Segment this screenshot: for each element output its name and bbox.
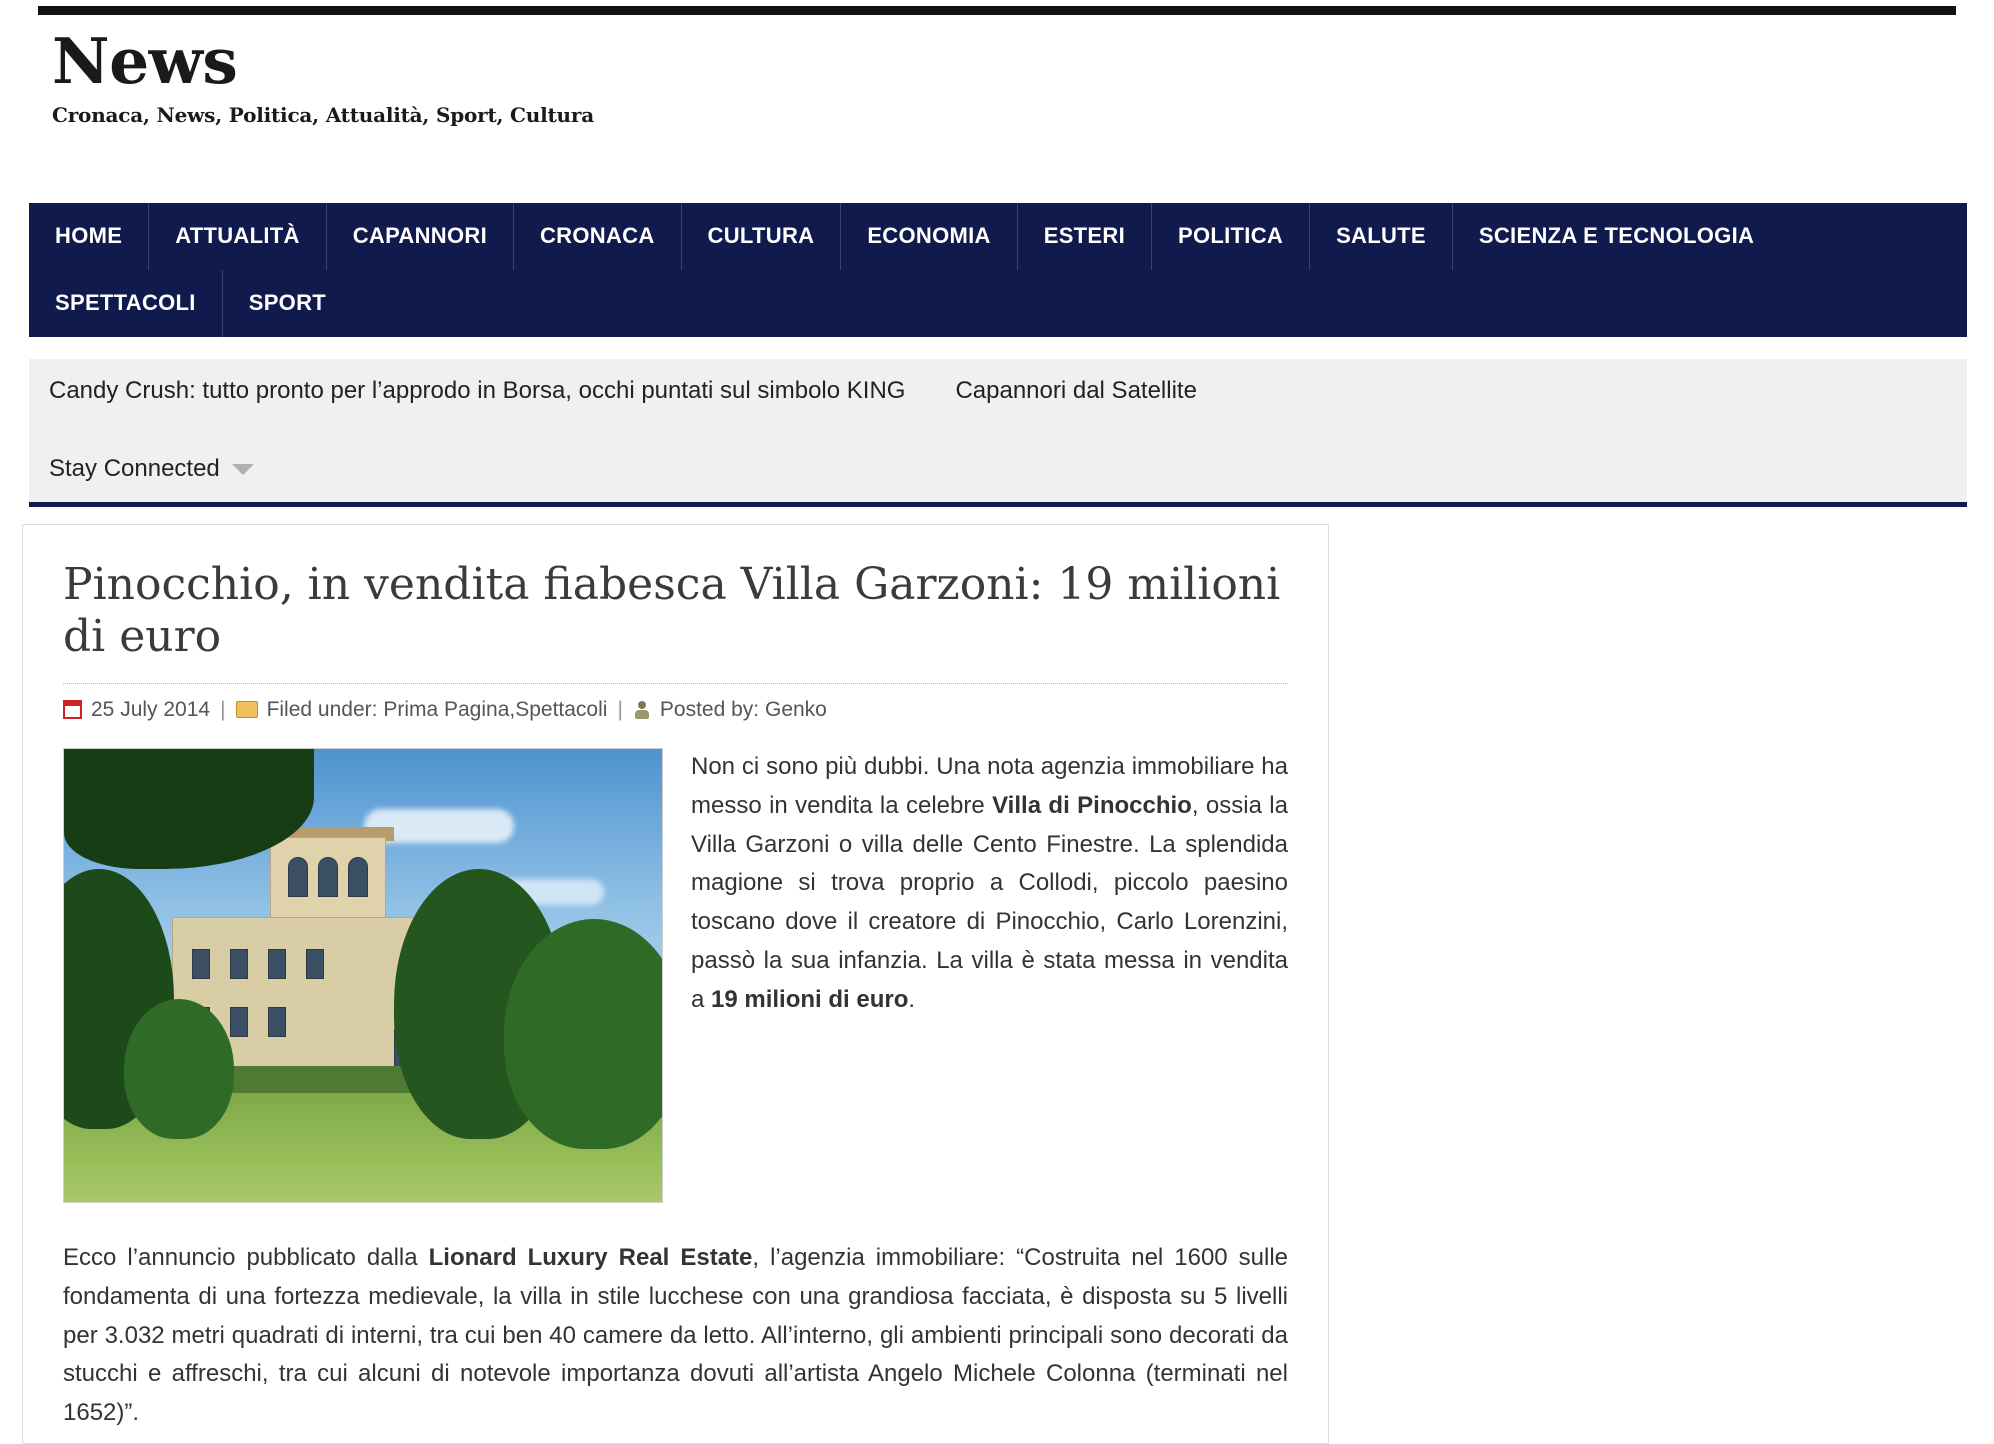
subheader-link-candy-crush[interactable]: Candy Crush: tutto pronto per l’approdo in Borsa, occhi puntati sul simbolo KING xyxy=(49,377,906,404)
photo-window xyxy=(348,857,368,897)
masthead xyxy=(52,24,1252,127)
top-rule-divider xyxy=(38,6,1956,15)
nav-item-politica[interactable]: POLITICA xyxy=(1152,203,1310,270)
article-date: 25 July 2014 xyxy=(91,697,211,721)
nav-item-sport[interactable]: SPORT xyxy=(248,289,327,315)
lead-part-3: , ossia la Villa Garzoni o villa delle Cento Finestre. La splendida magione si trova proprio a Collodi, piccolo paesino toscano dove il creatore di Pinocchio, Carlo Lorenzini, passò la sua infanzia. La villa è stata messa in vendita a xyxy=(691,791,1288,1014)
nav-item-spettacoli[interactable]: SPETTACOLI xyxy=(29,270,223,337)
meta-separator-2: | xyxy=(617,697,623,721)
chevron-down-icon xyxy=(232,464,254,475)
article-title: Pinocchio, in vendita fiabesca Villa Garzoni: 19 milioni di euro xyxy=(63,559,1281,662)
filed-under-label: Filed under: xyxy=(266,697,378,721)
nav-item-attualita[interactable]: ATTUALITÀ xyxy=(149,203,326,270)
article-card xyxy=(22,524,1329,1444)
photo-tree xyxy=(124,999,234,1139)
lead-part-5: . xyxy=(908,986,916,1014)
site-tagline: Cronaca, News, Politica, Attualità, Sport, Cultura xyxy=(52,103,594,127)
article-lead-section xyxy=(63,748,1288,1203)
lead-part-4-bold: 19 milioni di euro xyxy=(711,986,909,1014)
article-lead-text xyxy=(663,748,1288,1020)
article-categories-link[interactable]: Prima Pagina,Spettacoli xyxy=(383,697,608,721)
article-body-text xyxy=(63,1239,1288,1433)
subheader-strip xyxy=(29,359,1967,507)
body-part-3: , l’agenzia immobiliare: “Costruita nel 1600 sulle fondamenta di una fortezza medievale, la villa in stile lucchese con una grandiosa facciata, è disposta su 5 livelli per 3.032 metri quadrati di interni, tra cui ben 40 camere da letto. All’interno, gli ambienti principali sono decorati da stucchi e affreschi, tra cui alcuni di notevole importanza dovuti all’artista Angelo Michele Colonna (terminati nel 1652)”. xyxy=(63,1243,1289,1427)
site-title[interactable]: News xyxy=(52,24,238,98)
nav-item-cronaca[interactable]: CRONACA xyxy=(514,203,682,270)
photo-window xyxy=(230,949,248,979)
nav-row-primary xyxy=(29,203,1967,270)
folder-icon xyxy=(236,701,258,718)
article-meta xyxy=(63,698,1288,722)
meta-separator-1: | xyxy=(220,697,226,721)
body-part-1: Ecco l’annuncio pubblicato dalla xyxy=(63,1243,429,1271)
body-part-2-bold: Lionard Luxury Real Estate xyxy=(428,1243,753,1271)
lead-part-2-bold: Villa di Pinocchio xyxy=(992,791,1192,819)
photo-window xyxy=(268,949,286,979)
nav-item-esteri[interactable]: ESTERI xyxy=(1018,203,1152,270)
lead-part-1: Non ci sono più dubbi. Una nota agenzia immobiliare ha messo in vendita la celebre xyxy=(691,752,1288,819)
nav-item-home[interactable]: HOME xyxy=(29,203,149,270)
photo-window xyxy=(192,949,210,979)
nav-item-economia[interactable]: ECONOMIA xyxy=(841,203,1017,270)
nav-item-scienza-e-tecnologia[interactable]: SCIENZA E TECNOLOGIA xyxy=(1478,223,1755,248)
photo-window xyxy=(288,857,308,897)
nav-item-cultura[interactable]: CULTURA xyxy=(682,203,842,270)
photo-window xyxy=(306,949,324,979)
stay-connected-label: Stay Connected xyxy=(49,455,220,482)
nav-row-secondary xyxy=(29,270,1967,337)
article-author-link[interactable]: Genko xyxy=(764,697,827,721)
photo-window xyxy=(230,1007,248,1037)
user-icon xyxy=(633,701,651,719)
nav-item-salute[interactable]: SALUTE xyxy=(1310,203,1453,270)
main-navigation xyxy=(29,203,1967,337)
calendar-icon xyxy=(63,700,82,719)
photo-window xyxy=(318,857,338,897)
subheader-link-capannori-dal-satellite[interactable]: Capannori dal Satellite xyxy=(955,377,1197,404)
photo-window xyxy=(268,1007,286,1037)
article-photo xyxy=(63,748,663,1203)
subheader-links xyxy=(49,377,1247,405)
title-divider xyxy=(63,683,1288,684)
nav-item-capannori[interactable]: CAPANNORI xyxy=(327,203,514,270)
stay-connected-dropdown[interactable] xyxy=(49,455,254,483)
posted-by-label: Posted by: xyxy=(659,697,760,721)
